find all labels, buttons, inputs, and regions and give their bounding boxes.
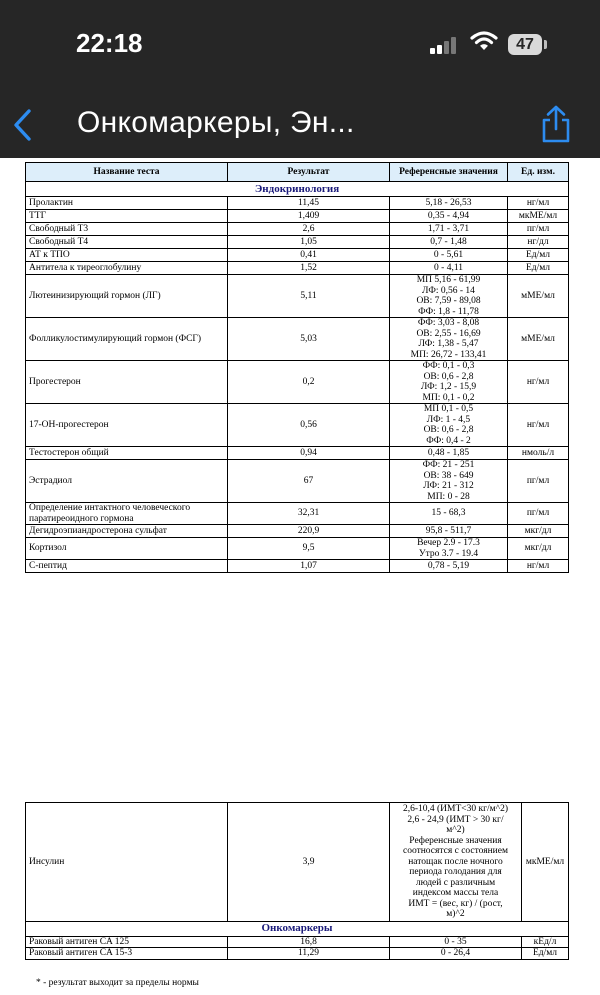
test-result: 11,29 bbox=[228, 948, 390, 960]
test-result: 0,56 bbox=[228, 404, 390, 447]
test-name: Кортизол bbox=[26, 538, 228, 560]
test-result: 32,31 bbox=[228, 503, 390, 525]
test-name: АТ к ТПО bbox=[26, 249, 228, 262]
table-row bbox=[26, 447, 569, 460]
test-unit: нг/мл bbox=[508, 361, 569, 404]
section-title-oncomarkers: Онкомаркеры bbox=[26, 921, 569, 936]
ref-line: индексом массы тела bbox=[412, 888, 499, 898]
ref-line: 0 - 26,4 bbox=[440, 948, 471, 958]
table-row bbox=[26, 223, 569, 236]
test-unit: Ед/мл bbox=[522, 948, 569, 960]
cellular-signal-icon bbox=[430, 36, 460, 54]
ref-line: ЛФ: 1,2 - 15,9 bbox=[420, 382, 477, 392]
test-result: 67 bbox=[228, 460, 390, 503]
test-unit: мкМЕ/мл bbox=[508, 210, 569, 223]
test-reference bbox=[390, 447, 508, 460]
test-name: Свободный Т4 bbox=[26, 236, 228, 249]
test-reference bbox=[390, 223, 508, 236]
ref-line: ФФ: 21 - 251 bbox=[422, 460, 475, 470]
page-title: Онкомаркеры, Эн... bbox=[77, 106, 355, 139]
test-unit: пг/мл bbox=[508, 503, 569, 525]
test-result: 0,41 bbox=[228, 249, 390, 262]
ref-line: МП: 0,1 - 0,2 bbox=[422, 392, 475, 403]
table-row bbox=[26, 936, 569, 948]
header-test-name: Название теста bbox=[26, 163, 228, 182]
ref-line: МП: 26,72 - 133,41 bbox=[410, 349, 487, 360]
header-result: Результат bbox=[228, 163, 390, 182]
ref-line: 0,7 - 1,48 bbox=[430, 236, 467, 247]
ref-line: ФФ: 3,03 - 8,08 bbox=[417, 318, 480, 328]
table-row bbox=[26, 275, 569, 318]
test-result: 1,05 bbox=[228, 236, 390, 249]
test-reference bbox=[390, 525, 508, 538]
test-reference bbox=[390, 249, 508, 262]
ref-line: Референсные значения bbox=[409, 835, 502, 846]
table-row bbox=[26, 460, 569, 503]
ref-line: ОВ: 2,55 - 16,69 bbox=[416, 328, 481, 339]
test-result: 11,45 bbox=[228, 197, 390, 210]
test-unit: мМЕ/мл bbox=[508, 275, 569, 318]
test-name: Фолликулостимулирующий гормон (ФСГ) bbox=[26, 318, 228, 361]
test-reference bbox=[390, 361, 508, 404]
ref-line: 15 - 68,3 bbox=[431, 508, 466, 519]
ref-line: ИМТ = (вес, кг) / (рост, bbox=[408, 898, 503, 909]
test-reference bbox=[390, 803, 522, 922]
ref-line: 1,71 - 3,71 bbox=[427, 223, 470, 234]
ref-line: 2,6-10,4 (ИМТ<30 кг/м^2) bbox=[402, 804, 509, 814]
test-name: Раковый антиген CA 125 bbox=[26, 936, 228, 948]
header-reference: Референсные значения bbox=[390, 163, 508, 182]
test-unit: нг/дл bbox=[508, 236, 569, 249]
test-result: 0,94 bbox=[228, 447, 390, 460]
test-reference bbox=[390, 318, 508, 361]
test-unit: мкг/дл bbox=[508, 538, 569, 560]
ref-line: Вечер 2.9 - 17.3 bbox=[417, 538, 480, 548]
test-name: Прогестерон bbox=[26, 361, 228, 404]
app-header bbox=[0, 0, 600, 158]
test-reference bbox=[390, 460, 508, 503]
test-reference bbox=[390, 404, 508, 447]
endocrinology-table bbox=[25, 162, 569, 573]
ref-line: 0 - 5,61 bbox=[433, 249, 464, 260]
test-result: 2,6 bbox=[228, 223, 390, 236]
ref-line: ЛФ: 21 - 312 bbox=[423, 481, 474, 491]
test-name: Тестостерон общий bbox=[26, 447, 228, 460]
ref-line: ОВ: 38 - 649 bbox=[423, 470, 474, 481]
test-name: Свободный Т3 bbox=[26, 223, 228, 236]
test-result: 5,11 bbox=[228, 275, 390, 318]
test-result: 3,9 bbox=[228, 803, 390, 922]
ref-line: ФФ: 0,4 - 2 bbox=[426, 435, 471, 446]
ref-line: 0,35 - 4,94 bbox=[427, 210, 470, 221]
test-name: Пролактин bbox=[26, 197, 228, 210]
table-header-row bbox=[26, 163, 569, 182]
test-reference bbox=[390, 538, 508, 560]
test-result: 5,03 bbox=[228, 318, 390, 361]
ref-line: м)^2 bbox=[446, 909, 465, 919]
table-row bbox=[26, 249, 569, 262]
back-chevron-icon[interactable] bbox=[10, 108, 36, 142]
test-name: Антитела к тиреоглобулину bbox=[26, 262, 228, 275]
header-unit: Ед. изм. bbox=[508, 163, 569, 182]
table-row bbox=[26, 318, 569, 361]
ref-line: МП: 0 - 28 bbox=[427, 491, 470, 502]
table-row bbox=[26, 236, 569, 249]
footnote: * - результат выходит за пределы нормы bbox=[36, 978, 199, 988]
table-row bbox=[26, 262, 569, 275]
test-name: Определение интактного человеческого паратиреоидного гормона bbox=[26, 503, 228, 525]
test-reference bbox=[390, 936, 522, 948]
test-unit: мМЕ/мл bbox=[508, 318, 569, 361]
test-name: С-пептид bbox=[26, 560, 228, 573]
status-time: 22:18 bbox=[76, 28, 143, 58]
test-unit: нг/мл bbox=[508, 197, 569, 210]
ref-line: 0,78 - 5,19 bbox=[427, 560, 470, 571]
ref-line: м^2) bbox=[446, 825, 465, 835]
ref-line: МП 5,16 - 61,99 bbox=[416, 275, 481, 285]
test-result: 9,5 bbox=[228, 538, 390, 560]
wifi-icon bbox=[470, 30, 498, 52]
test-name: Инсулин bbox=[26, 803, 228, 922]
test-unit: кЕд/л bbox=[522, 936, 569, 948]
test-name: Дегидроэпиандростерона сульфат bbox=[26, 525, 228, 538]
test-reference bbox=[390, 503, 508, 525]
test-result: 1,07 bbox=[228, 560, 390, 573]
share-icon[interactable] bbox=[538, 104, 574, 144]
test-name: Эстрадиол bbox=[26, 460, 228, 503]
ref-line: МП 0,1 - 0,5 bbox=[423, 404, 474, 414]
test-unit: пг/мл bbox=[508, 460, 569, 503]
test-name: Лютеинизирующий гормон (ЛГ) bbox=[26, 275, 228, 318]
battery-icon: 47 bbox=[508, 34, 542, 55]
test-reference bbox=[390, 275, 508, 318]
section-title-endocrinology: Эндокринология bbox=[26, 182, 569, 197]
test-unit: нмоль/л bbox=[508, 447, 569, 460]
ref-line: соотносятся с состоянием bbox=[402, 846, 508, 856]
ref-line: 0 - 4,11 bbox=[434, 262, 463, 273]
test-name: 17-ОН-прогестерон bbox=[26, 404, 228, 447]
table-row bbox=[26, 525, 569, 538]
test-reference bbox=[390, 560, 508, 573]
test-unit: Ед/мл bbox=[508, 249, 569, 262]
test-result: 16,8 bbox=[228, 936, 390, 948]
ref-line: ЛФ: 0,56 - 14 bbox=[422, 285, 475, 296]
ref-line: ОВ: 0,6 - 2,8 bbox=[423, 371, 474, 382]
ref-line: 5,18 - 26,53 bbox=[425, 197, 472, 208]
ref-line: ФФ: 0,1 - 0,3 bbox=[422, 361, 475, 371]
ref-line: ЛФ: 1,38 - 5,47 bbox=[418, 339, 479, 349]
ref-line: 0,48 - 1,85 bbox=[427, 447, 470, 458]
ref-line: Утро 3.7 - 19.4 bbox=[418, 548, 479, 559]
ref-line: ФФ: 1,8 - 11,78 bbox=[418, 306, 479, 317]
table-row bbox=[26, 538, 569, 560]
ref-line: 95,8 - 511,7 bbox=[425, 525, 472, 536]
table-row bbox=[26, 503, 569, 525]
test-reference bbox=[390, 210, 508, 223]
test-name: Раковый антиген CA 15-3 bbox=[26, 948, 228, 960]
oncomarkers-table bbox=[25, 802, 569, 960]
test-unit: Ед/мл bbox=[508, 262, 569, 275]
battery-tip bbox=[544, 40, 547, 49]
ref-line: ОВ: 7,59 - 89,08 bbox=[416, 296, 481, 306]
test-reference bbox=[390, 197, 508, 210]
test-unit: мкМЕ/мл bbox=[522, 803, 569, 922]
test-result: 220,9 bbox=[228, 525, 390, 538]
test-reference bbox=[390, 236, 508, 249]
test-name: ТТГ bbox=[26, 210, 228, 223]
ref-line: ОВ: 0,6 - 2,8 bbox=[423, 425, 474, 435]
table-row bbox=[26, 948, 569, 960]
ref-line: ЛФ: 1 - 4,5 bbox=[426, 414, 471, 425]
ref-line: людей с различным bbox=[415, 877, 496, 888]
table-row bbox=[26, 560, 569, 573]
test-result: 1,52 bbox=[228, 262, 390, 275]
ref-line: периода голодания для bbox=[409, 867, 502, 877]
test-unit: нг/мл bbox=[508, 404, 569, 447]
test-reference bbox=[390, 948, 522, 960]
test-unit: пг/мл bbox=[508, 223, 569, 236]
test-result: 1,409 bbox=[228, 210, 390, 223]
ref-line: 0 - 35 bbox=[444, 936, 467, 947]
table-row bbox=[26, 197, 569, 210]
table-row bbox=[26, 404, 569, 447]
test-reference bbox=[390, 262, 508, 275]
table-row bbox=[26, 803, 569, 922]
test-unit: мкг/дл bbox=[508, 525, 569, 538]
ref-line: натощак после ночного bbox=[408, 856, 503, 867]
test-result: 0,2 bbox=[228, 361, 390, 404]
ref-line: 2,6 - 24,9 (ИМТ > 30 кг/ bbox=[407, 814, 504, 825]
table-row bbox=[26, 361, 569, 404]
test-unit: нг/мл bbox=[508, 560, 569, 573]
table-row bbox=[26, 210, 569, 223]
